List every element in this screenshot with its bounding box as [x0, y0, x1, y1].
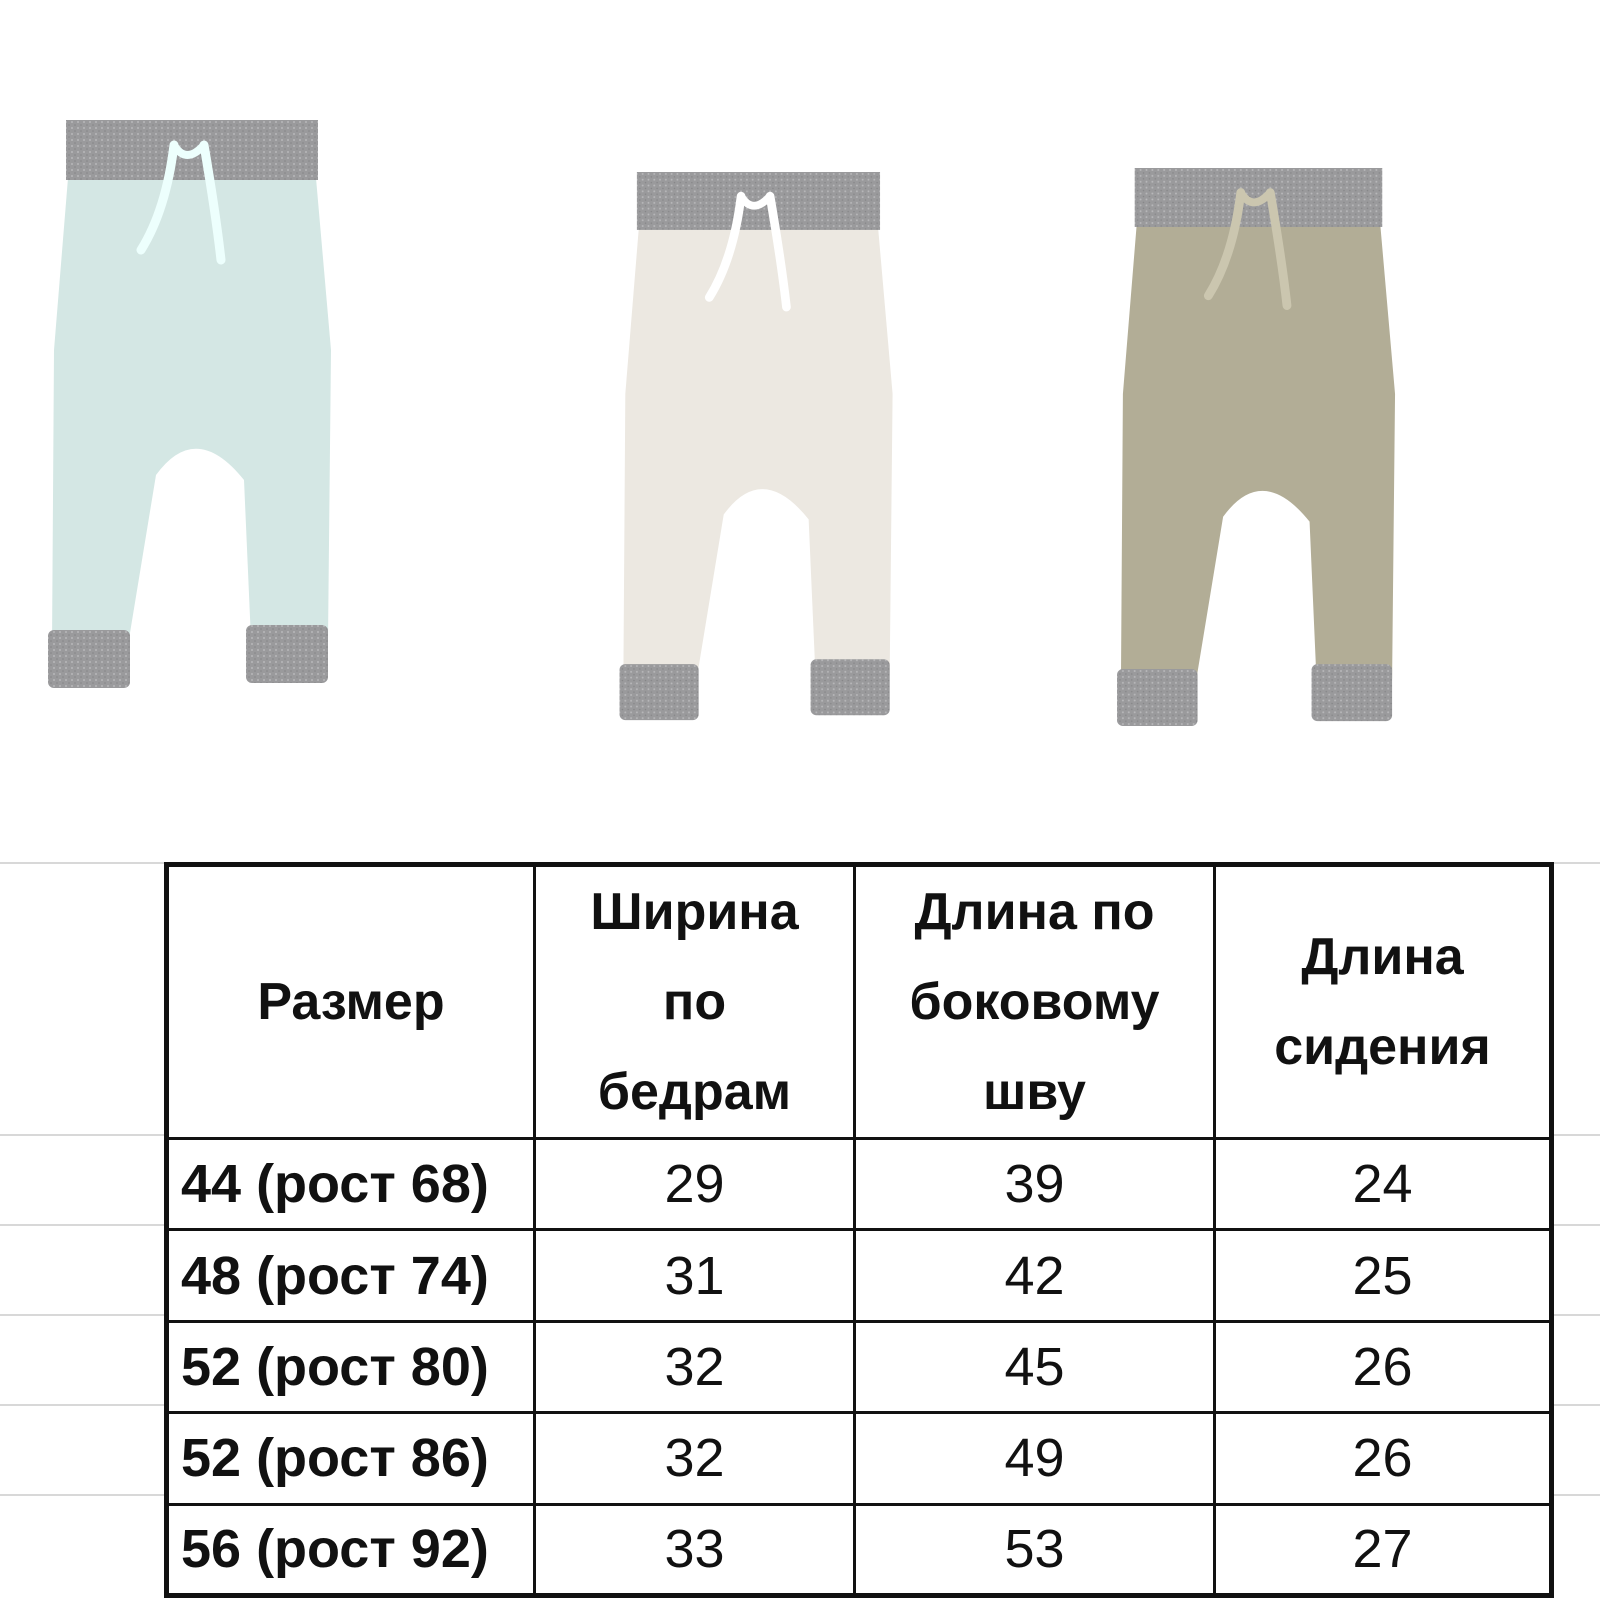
cell-side-seam-length: 45: [855, 1321, 1215, 1412]
table-row: [167, 1413, 1552, 1504]
size-chart-table: [164, 862, 1554, 1598]
cell-size: 56 (рост 92): [167, 1504, 535, 1595]
header-size: Размер: [167, 865, 535, 1139]
pants-cream-icon: [615, 172, 900, 722]
cell-size: 52 (рост 86): [167, 1413, 535, 1504]
cell-seat-length: 24: [1215, 1139, 1552, 1230]
cell-hip-width: 31: [535, 1230, 855, 1321]
pants-olive-icon: [1115, 168, 1400, 728]
table-row: [167, 1504, 1552, 1595]
cell-size: 44 (рост 68): [167, 1139, 535, 1230]
header-seat-length-text: Длина сидения: [1274, 928, 1491, 1076]
table-row: [167, 1321, 1552, 1412]
cell-hip-width: 32: [535, 1321, 855, 1412]
cell-side-seam-length: 39: [855, 1139, 1215, 1230]
cell-seat-length: 27: [1215, 1504, 1552, 1595]
cell-hip-width: 32: [535, 1413, 855, 1504]
cell-size: 48 (рост 74): [167, 1230, 535, 1321]
cell-hip-width: 33: [535, 1504, 855, 1595]
table-row: [167, 1139, 1552, 1230]
cell-side-seam-length: 42: [855, 1230, 1215, 1321]
cell-size: 52 (рост 80): [167, 1321, 535, 1412]
cell-seat-length: 26: [1215, 1321, 1552, 1412]
header-side-seam-length-text: Длина по боковому шву: [909, 883, 1160, 1121]
header-side-seam-length: [855, 865, 1215, 1139]
cell-side-seam-length: 53: [855, 1504, 1215, 1595]
table-header-row: [167, 865, 1552, 1139]
table-row: [167, 1230, 1552, 1321]
cell-side-seam-length: 49: [855, 1413, 1215, 1504]
cell-seat-length: 26: [1215, 1413, 1552, 1504]
pants-mint-icon: [46, 120, 336, 690]
header-hip-width-text: Ширина по бедрам: [590, 883, 799, 1121]
header-seat-length: [1215, 865, 1552, 1139]
cell-seat-length: 25: [1215, 1230, 1552, 1321]
header-hip-width: [535, 865, 855, 1139]
cell-hip-width: 29: [535, 1139, 855, 1230]
